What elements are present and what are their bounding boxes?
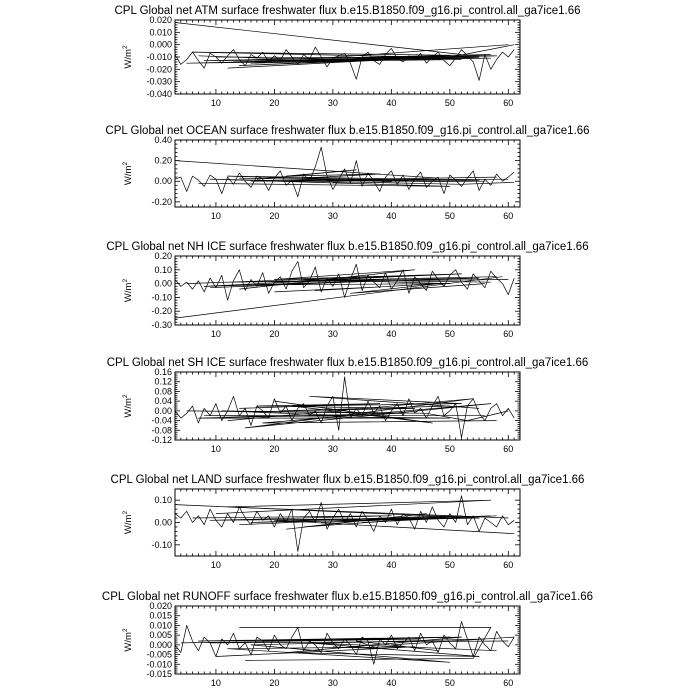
- y-tick-label: 0.16: [154, 367, 172, 377]
- x-tick-label: 30: [327, 560, 338, 570]
- panel-0: [114, 5, 580, 108]
- panel-title: CPL Global net ATM surface freshwater flux b.e15.B1850.f09_g16.pi_control.all_ga7ice1.66: [114, 5, 581, 17]
- x-tick-label: 50: [444, 98, 455, 108]
- x-tick-label: 60: [503, 444, 514, 454]
- y-tick-label: 0.010: [149, 27, 172, 38]
- y-axis-label-superscript: 2: [122, 45, 129, 50]
- x-tick-label: 30: [327, 329, 338, 339]
- x-tick-label: 10: [210, 98, 221, 108]
- y-axis-label-superscript: 2: [122, 278, 129, 283]
- y-tick-label: -0.10: [151, 539, 172, 550]
- x-tick-label: 50: [444, 444, 455, 454]
- x-tick-label: 50: [444, 211, 455, 221]
- y-axis-label: $W/m^2$: [122, 161, 134, 186]
- x-tick-label: 40: [386, 329, 397, 339]
- x-tick-label: 60: [503, 560, 514, 570]
- x-tick-label: 20: [269, 444, 280, 454]
- y-tick-label: 0.00: [154, 517, 172, 528]
- y-tick-label: -0.020: [146, 64, 172, 75]
- y-axis-label: $W/m^2$: [122, 628, 134, 652]
- panel-5: [102, 591, 593, 688]
- y-tick-label: -0.30: [151, 320, 172, 330]
- y-tick-label: 0.020: [149, 15, 172, 25]
- x-tick-label: 40: [386, 678, 397, 688]
- x-tick-label: 40: [386, 444, 397, 454]
- y-tick-label: 0.000: [149, 39, 172, 50]
- y-axis-label: $W/m^2$: [122, 278, 134, 303]
- y-tick-label: 0.10: [154, 495, 172, 506]
- x-tick-label: 60: [503, 678, 514, 688]
- y-tick-label: 0.00: [154, 278, 172, 289]
- y-axis-label: $W/m^2$: [122, 45, 134, 69]
- x-tick-label: 10: [210, 211, 221, 221]
- y-axis-label-superscript: 2: [122, 510, 129, 515]
- y-tick-label: 0.000: [149, 639, 172, 650]
- y-axis-label-superscript: 2: [122, 394, 129, 399]
- x-tick-label: 60: [503, 329, 514, 339]
- y-tick-label: 0.04: [154, 396, 172, 407]
- panel-title: CPL Global net RUNOFF surface freshwater flux b.e15.B1850.f09_g16.pi_control.all_ga7ice1.66: [101, 591, 594, 603]
- y-tick-label: 0.020: [149, 601, 172, 611]
- x-tick-label: 50: [444, 560, 455, 570]
- plot-frame: [175, 256, 520, 325]
- x-tick-label: 30: [327, 444, 338, 454]
- x-tick-label: 20: [269, 329, 280, 339]
- panel-title: CPL Global net NH ICE surface freshwater flux b.e15.B1850.f09_g16.pi_control.all_ga7ice1.66: [106, 241, 589, 253]
- x-tick-label: 20: [269, 560, 280, 570]
- y-tick-label: -0.20: [151, 196, 172, 207]
- y-tick-label: -0.030: [146, 76, 172, 87]
- x-tick-label: 30: [327, 211, 338, 221]
- y-axis-label-superscript: 2: [122, 628, 129, 633]
- series-line-1: [175, 505, 479, 518]
- y-tick-label: -0.015: [146, 669, 172, 679]
- x-tick-label: 10: [210, 444, 221, 454]
- y-tick-label: -0.010: [146, 659, 172, 670]
- y-tick-label: -0.20: [151, 306, 172, 317]
- y-tick-label: 0.005: [149, 630, 172, 641]
- y-axis-label: $W/m^2$: [122, 510, 134, 535]
- y-axis-label-superscript: 2: [122, 161, 129, 166]
- y-tick-label: -0.005: [146, 649, 172, 660]
- x-tick-label: 40: [386, 560, 397, 570]
- series-line-1: [175, 23, 462, 55]
- y-tick-label: 0.10: [154, 264, 172, 275]
- y-tick-label: 0.00: [154, 405, 172, 416]
- plot-frame: [175, 140, 520, 207]
- x-tick-label: 10: [210, 678, 221, 688]
- x-tick-label: 20: [269, 678, 280, 688]
- x-tick-label: 10: [210, 560, 221, 570]
- panel-4: [111, 474, 585, 570]
- x-tick-label: 10: [210, 329, 221, 339]
- x-tick-label: 40: [386, 98, 397, 108]
- y-tick-label: -0.04: [151, 415, 172, 426]
- y-tick-label: 0.40: [154, 135, 172, 145]
- x-tick-label: 20: [269, 211, 280, 221]
- y-tick-label: 0.015: [149, 610, 172, 621]
- series-line-1: [175, 277, 503, 318]
- series-line-3: [239, 270, 496, 289]
- panel-title: CPL Global net SH ICE surface freshwater flux b.e15.B1850.f09_g16.pi_control.all_ga7ice1.66: [106, 357, 589, 369]
- y-tick-label: -0.12: [151, 435, 172, 445]
- series-line-0: [175, 47, 514, 80]
- x-tick-label: 50: [444, 329, 455, 339]
- panel-title: CPL Global net OCEAN surface freshwater flux b.e15.B1850.f09_g16.pi_control.all_ga7ice1.66: [105, 125, 590, 137]
- y-axis-label: $W/m^2$: [122, 394, 134, 418]
- y-tick-label: -0.010: [146, 52, 172, 62]
- x-tick-label: 50: [444, 678, 455, 688]
- panel-1: [105, 125, 589, 221]
- panel-2: [106, 241, 588, 339]
- y-tick-label: 0.20: [154, 251, 172, 261]
- y-tick-label: -0.08: [151, 425, 172, 436]
- panel-title: CPL Global net LAND surface freshwater flux b.e15.B1850.f09_g16.pi_control.all_ga7ice1.66: [110, 474, 585, 486]
- y-tick-label: 0.010: [149, 620, 172, 631]
- y-tick-label: -0.040: [146, 89, 172, 99]
- x-tick-label: 60: [503, 211, 514, 221]
- y-tick-label: 0.12: [154, 376, 172, 387]
- x-tick-label: 40: [386, 211, 397, 221]
- x-tick-label: 30: [327, 98, 338, 108]
- x-tick-label: 20: [269, 98, 280, 108]
- y-tick-label: 0.20: [154, 155, 172, 166]
- y-tick-label: -0.10: [151, 292, 172, 303]
- x-tick-label: 60: [503, 98, 514, 108]
- x-tick-label: 30: [327, 678, 338, 688]
- panel-3: [107, 357, 589, 454]
- y-tick-label: 0.00: [154, 176, 172, 187]
- y-tick-label: 0.08: [154, 386, 172, 397]
